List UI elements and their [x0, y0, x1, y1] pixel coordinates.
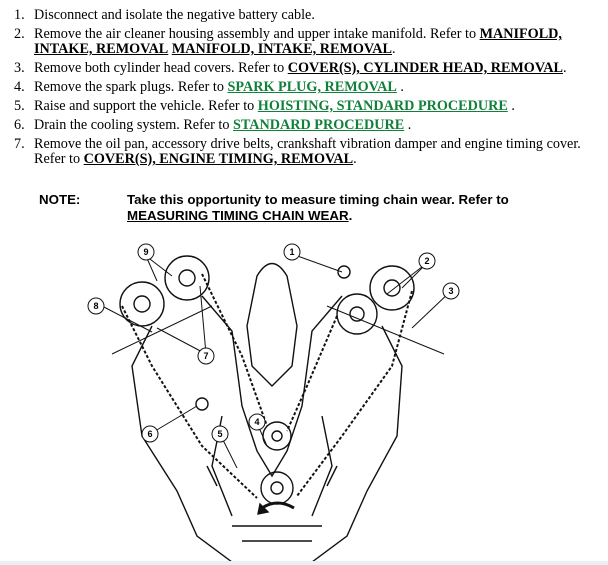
- svg-text:8: 8: [93, 301, 99, 311]
- step-reference-link[interactable]: HOISTING, STANDARD PROCEDURE: [257, 98, 508, 114]
- svg-text:7: 7: [203, 351, 209, 361]
- note-end: .: [348, 208, 353, 223]
- step-reference-link[interactable]: STANDARD PROCEDURE: [232, 117, 405, 133]
- svg-text:3: 3: [448, 286, 454, 296]
- step-item: [0, 137, 606, 167]
- step-reference-link[interactable]: COVER(S), ENGINE TIMING, REMOVAL: [83, 151, 354, 167]
- svg-text:6: 6: [147, 429, 153, 439]
- note-link-measuring-timing-chain-wear[interactable]: MEASURING TIMING CHAIN WEAR: [127, 208, 349, 223]
- step-number: 1.: [14, 7, 25, 23]
- svg-text:5: 5: [217, 429, 223, 439]
- step-text: Remove the oil pan, accessory drive belts, crankshaft vibration damper and engine timing cover. Refer to: [34, 136, 581, 167]
- step-text: Remove the spark plugs. Refer to: [34, 79, 228, 95]
- step-number: 6.: [14, 117, 25, 133]
- step-text: .: [404, 117, 412, 133]
- callout-6: [142, 426, 158, 442]
- step-item: [0, 118, 606, 133]
- step-reference-link[interactable]: MANIFOLD, INTAKE, REMOVAL: [34, 26, 562, 57]
- step-item: [0, 99, 606, 114]
- step-text: Disconnect and isolate the negative battery cable.: [34, 7, 315, 23]
- svg-text:1: 1: [289, 247, 295, 257]
- step-number: 2.: [14, 26, 25, 42]
- svg-text:4: 4: [254, 417, 260, 427]
- step-reference-link[interactable]: COVER(S), CYLINDER HEAD, REMOVAL: [287, 60, 563, 76]
- procedure-steps: [0, 8, 606, 171]
- callout-1: [284, 244, 300, 260]
- callout-5: [212, 426, 228, 442]
- step-number: 5.: [14, 98, 25, 114]
- step-text: Remove both cylinder head covers. Refer to: [34, 60, 288, 76]
- step-text: .: [353, 151, 357, 167]
- step-number: 4.: [14, 79, 25, 95]
- step-text: .: [392, 41, 396, 57]
- callout-4: [249, 414, 265, 430]
- step-item: [0, 27, 606, 57]
- callout-9: [138, 244, 154, 260]
- step-item: [0, 80, 606, 95]
- step-text: Drain the cooling system. Refer to: [34, 117, 233, 133]
- note-body: Take this opportunity to measure timing chain wear. Refer to: [127, 192, 509, 207]
- svg-text:2: 2: [424, 256, 430, 266]
- svg-text:9: 9: [143, 247, 149, 257]
- step-item: [0, 8, 606, 23]
- note-label: NOTE:: [39, 192, 81, 207]
- step-text: .: [507, 98, 515, 114]
- callout-2: [419, 253, 435, 269]
- callout-8: [88, 298, 104, 314]
- callout-3: [443, 283, 459, 299]
- step-reference-link[interactable]: MANIFOLD, INTAKE, REMOVAL: [171, 41, 393, 57]
- step-text: Remove the air cleaner housing assembly and upper intake manifold. Refer to: [34, 26, 480, 42]
- step-number: 3.: [14, 60, 25, 76]
- step-reference-link[interactable]: SPARK PLUG, REMOVAL: [227, 79, 397, 95]
- callout-7: [198, 348, 214, 364]
- step-number: 7.: [14, 136, 25, 152]
- timing-chain-diagram: [82, 236, 462, 562]
- note-text: [127, 192, 557, 224]
- step-item: [0, 61, 606, 76]
- step-text: .: [396, 79, 404, 95]
- step-text: Raise and support the vehicle. Refer to: [34, 98, 258, 114]
- step-text: .: [562, 60, 567, 76]
- bottom-divider: [0, 561, 608, 565]
